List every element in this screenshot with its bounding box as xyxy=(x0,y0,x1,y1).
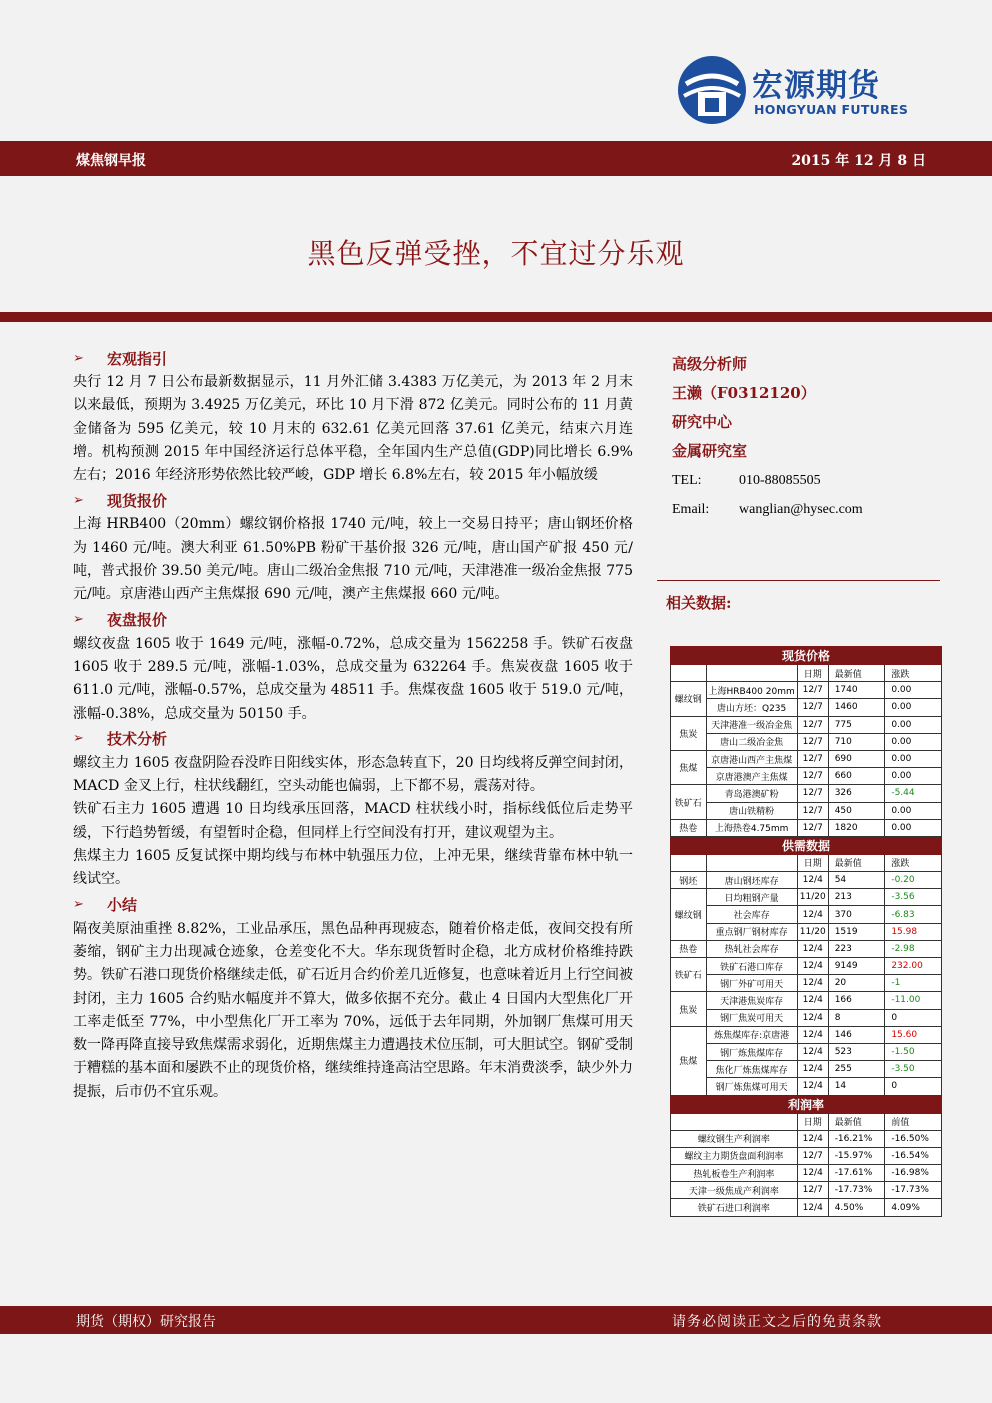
row-indicator: 天津港焦炭库存 xyxy=(706,992,797,1009)
row-indicator: 钢厂炼焦煤可用天 xyxy=(706,1078,797,1095)
footer-report-type: 期货（期权）研究报告 xyxy=(76,1314,216,1330)
row-date: 12/4 xyxy=(797,1061,828,1078)
row-value: 54 xyxy=(828,872,885,889)
row-date: 12/4 xyxy=(797,1026,828,1043)
logo-cn-text: 宏源期货 xyxy=(752,68,880,104)
row-category: 螺纹钢 xyxy=(671,889,707,941)
row-category: 铁矿石 xyxy=(671,958,707,992)
row-indicator: 钢厂外矿可用天 xyxy=(706,975,797,992)
row-value: 710 xyxy=(828,733,885,750)
table-row xyxy=(671,1043,942,1060)
bullet-arrow-icon: ➢ xyxy=(73,897,84,913)
row-value: 690 xyxy=(828,750,885,767)
table-column-header: 日期 最新值 涨跌 xyxy=(671,665,942,682)
market-data-table xyxy=(670,646,942,1217)
row-date: 12/7 xyxy=(797,768,828,785)
row-change: 0 xyxy=(885,1009,942,1026)
section-paragraph: 铁矿石主力 1605 遭遇 10 日均线承压回落，MACD 柱状线小时，指标线低位后走势平缓，下行趋势暂缓，有望暂时企稳，但同样上行空间没有打开，建议观望为主。 xyxy=(73,801,633,841)
section-title: ➢ 小结 xyxy=(73,896,138,915)
logo-emblem-icon xyxy=(676,54,748,126)
table-row xyxy=(671,975,942,992)
row-change: 0.00 xyxy=(885,716,942,733)
row-indicator: 铁矿石港口库存 xyxy=(706,958,797,975)
analyst-role: 高级分析师 xyxy=(672,355,748,373)
row-value: 20 xyxy=(828,975,885,992)
table-section-title: 利润率 xyxy=(671,1095,942,1113)
footer-bar xyxy=(0,1306,992,1334)
row-category: 焦炭 xyxy=(671,992,707,1026)
row-category: 铁矿石 xyxy=(671,785,707,819)
row-value: 1460 xyxy=(828,699,885,716)
row-value: 166 xyxy=(828,992,885,1009)
row-value: 8 xyxy=(828,1009,885,1026)
row-value: 1820 xyxy=(828,819,885,836)
row-date: 12/7 xyxy=(797,682,828,699)
section-title: ➢ 技术分析 xyxy=(73,730,168,749)
table-row xyxy=(671,906,942,923)
analyst-email[interactable]: Email: wanglian@hysec.com xyxy=(672,502,863,517)
row-value: 523 xyxy=(828,1043,885,1060)
table-row xyxy=(671,819,942,836)
report-name: 煤焦钢早报 xyxy=(76,153,146,169)
row-change: 4.09% xyxy=(885,1199,942,1216)
row-change: -5.44 xyxy=(885,785,942,802)
table-row xyxy=(671,1165,942,1182)
row-change: -0.20 xyxy=(885,872,942,889)
row-date: 12/4 xyxy=(797,940,828,957)
row-date: 12/4 xyxy=(797,958,828,975)
row-value: 370 xyxy=(828,906,885,923)
row-value: 660 xyxy=(828,768,885,785)
row-change: 0 xyxy=(885,1078,942,1095)
row-indicator: 上海HRB400 20mm xyxy=(706,682,797,699)
row-change: 15.60 xyxy=(885,1026,942,1043)
report-headline: 黑色反弹受挫，不宜过分乐观 xyxy=(307,237,685,270)
row-date: 12/4 xyxy=(797,1130,828,1147)
report-date: 2015 年 12 月 8 日 xyxy=(791,153,926,169)
table-row xyxy=(671,940,942,957)
row-date: 12/7 xyxy=(797,1147,828,1164)
row-change: 0.00 xyxy=(885,819,942,836)
row-change: 0.00 xyxy=(885,750,942,767)
row-date: 12/7 xyxy=(797,750,828,767)
table-row xyxy=(671,785,942,802)
company-logo xyxy=(676,52,926,128)
row-change: -1.50 xyxy=(885,1043,942,1060)
row-value: -17.61% xyxy=(828,1165,885,1182)
row-change: -1 xyxy=(885,975,942,992)
bullet-arrow-icon: ➢ xyxy=(73,612,84,628)
row-category: 热卷 xyxy=(671,940,707,957)
table-row xyxy=(671,872,942,889)
row-date: 12/4 xyxy=(797,872,828,889)
row-indicator: 唐山铁精粉 xyxy=(706,802,797,819)
row-indicator: 铁矿石进口利润率 xyxy=(671,1199,798,1216)
row-value: 1740 xyxy=(828,682,885,699)
row-value: 1519 xyxy=(828,923,885,940)
row-date: 11/20 xyxy=(797,889,828,906)
table-row xyxy=(671,1199,942,1216)
row-date: 12/4 xyxy=(797,1165,828,1182)
row-indicator: 焦化厂炼焦煤库存 xyxy=(706,1061,797,1078)
row-date: 12/7 xyxy=(797,819,828,836)
row-indicator: 上海热卷4.75mm xyxy=(706,819,797,836)
row-indicator: 钢厂焦炭可用天 xyxy=(706,1009,797,1026)
row-indicator: 炼焦煤库存:京唐港 xyxy=(706,1026,797,1043)
row-change: 0.00 xyxy=(885,802,942,819)
row-date: 12/7 xyxy=(797,699,828,716)
row-date: 12/7 xyxy=(797,716,828,733)
section-paragraph: 焦煤主力 1605 反复试探中期均线与布林中轨强压力位，上冲无果，继续背靠布林中轨一线试空。 xyxy=(73,848,633,888)
bullet-arrow-icon: ➢ xyxy=(73,350,84,366)
table-row xyxy=(671,1182,942,1199)
row-indicator: 热轧社会库存 xyxy=(706,940,797,957)
row-indicator: 社会库存 xyxy=(706,906,797,923)
row-date: 12/4 xyxy=(797,975,828,992)
table-row xyxy=(671,1078,942,1095)
row-change: 232.00 xyxy=(885,958,942,975)
row-value: 450 xyxy=(828,802,885,819)
row-change: -17.73% xyxy=(885,1182,942,1199)
table-section-title: 供需数据 xyxy=(671,836,942,854)
row-indicator: 天津一级焦成产利润率 xyxy=(671,1182,798,1199)
row-category: 螺纹钢 xyxy=(671,682,707,716)
row-value: 775 xyxy=(828,716,885,733)
analyst-info xyxy=(672,350,942,524)
table-row xyxy=(671,1147,942,1164)
row-value: -17.73% xyxy=(828,1182,885,1199)
row-change: -16.50% xyxy=(885,1130,942,1147)
row-change: -16.54% xyxy=(885,1147,942,1164)
table-row xyxy=(671,923,942,940)
table-column-header: 日期 最新值 涨跌 xyxy=(671,854,942,871)
headline-divider xyxy=(0,312,992,322)
table-row xyxy=(671,992,942,1009)
analyst-name: 王濑（F0312120） xyxy=(672,384,816,402)
row-indicator: 螺纹主力期货盘面利润率 xyxy=(671,1147,798,1164)
table-section-title: 现货价格 xyxy=(671,647,942,665)
table-row xyxy=(671,802,942,819)
row-value: 223 xyxy=(828,940,885,957)
row-indicator: 唐山二级冶金焦 xyxy=(706,733,797,750)
analyst-dept: 研究中心 xyxy=(672,413,733,431)
row-date: 12/4 xyxy=(797,992,828,1009)
row-change: -3.50 xyxy=(885,1061,942,1078)
table-row xyxy=(671,1061,942,1078)
row-date: 12/7 xyxy=(797,733,828,750)
row-indicator: 京唐港山西产主焦煤 xyxy=(706,750,797,767)
table-row xyxy=(671,889,942,906)
table-row xyxy=(671,699,942,716)
row-category: 焦煤 xyxy=(671,750,707,784)
row-date: 12/7 xyxy=(797,802,828,819)
row-indicator: 天津港准一级冶金焦 xyxy=(706,716,797,733)
row-indicator: 日均粗钢产量 xyxy=(706,889,797,906)
section-title: ➢ 现货报价 xyxy=(73,491,168,510)
row-indicator: 重点钢厂钢材库存 xyxy=(706,923,797,940)
row-date: 11/20 xyxy=(797,923,828,940)
section-title: ➢ 夜盘报价 xyxy=(73,611,168,630)
row-change: -16.98% xyxy=(885,1165,942,1182)
bullet-arrow-icon: ➢ xyxy=(73,492,84,508)
row-value: 9149 xyxy=(828,958,885,975)
row-date: 12/7 xyxy=(797,785,828,802)
row-value: 14 xyxy=(828,1078,885,1095)
row-date: 12/4 xyxy=(797,906,828,923)
table-row xyxy=(671,716,942,733)
row-value: 213 xyxy=(828,889,885,906)
row-change: 0.00 xyxy=(885,733,942,750)
row-indicator: 钢厂炼焦煤库存 xyxy=(706,1043,797,1060)
row-indicator: 京唐港澳产主焦煤 xyxy=(706,768,797,785)
footer-disclaimer: 请务必阅读正文之后的免责条款 xyxy=(672,1314,882,1330)
section-paragraph: 螺纹主力 1605 夜盘阴险吞没昨日阳线实体，形态急转直下，20 日均线将反弹空间封闭，MACD 金叉上行，柱状线翻红，空头动能也偏弱，上下都不易，震荡对待。 xyxy=(73,754,633,795)
section-paragraph: 隔夜美原油重挫 8.82%，工业品承压，黑色品种再现疲态，随着价格走低，夜间交投有所萎缩，钢矿主力出现减仓迹象，仓差变化不大。华东现货暂时企稳，北方成材价格维持跌势。铁矿石港口现货价格继续走低，矿石近月合约价差几近修复，也意味着近月上行空间被封闭，主力 1605 合约贴水幅度并不算大，做多依据不充分。截止 4 日国内大型焦化厂开工率走低至 77%，中小型焦化厂开工率为 70%，远低于去年同期，外加钢厂焦煤可用天数一降再降直接导致焦煤需求弱化，近期焦煤主力遭遇技术位压制，可大胆试空。钢矿受制于糟糕的基本面和屡跌不止的现货价格，继续维持逢高沽空思路。年末消费淡季，缺少外力提振，后市仍不宜乐观。 xyxy=(73,920,633,1100)
row-value: -15.97% xyxy=(828,1147,885,1164)
row-value: 146 xyxy=(828,1026,885,1043)
analyst-tel: TEL: 010-88085505 xyxy=(672,473,821,488)
table-row xyxy=(671,1009,942,1026)
table-row xyxy=(671,750,942,767)
row-change: 15.98 xyxy=(885,923,942,940)
section-paragraph: 上海 HRB400（20mm）螺纹钢价格报 1740 元/吨，较上一交易日持平；唐山钢坯价格为 1460 元/吨。澳大利亚 61.50%PB 粉矿干基价报 326 元/吨，唐山国产矿报 450 元/吨，普式报价 39.50 美元/吨。唐山二级冶金焦报 710 元/吨，天津港准一级冶金焦报 775 元/吨。京唐港山西产主焦煤报 690 元/吨，澳产主焦煤报 660 元/吨。 xyxy=(73,516,633,603)
related-data-label: 相关数据: xyxy=(666,594,732,612)
row-change: -11.00 xyxy=(885,992,942,1009)
row-date: 12/7 xyxy=(797,1182,828,1199)
row-indicator: 螺纹钢生产利润率 xyxy=(671,1130,798,1147)
section-paragraph: 螺纹夜盘 1605 收于 1649 元/吨，涨幅-0.72%，总成交量为 1562258 手。铁矿石夜盘 1605 收于 289.5 元/吨，涨幅-1.03%，总成交量为 632264 手。焦炭夜盘 1605 收于 611.0 元/吨，涨幅-0.57%，总成交量为 48511 手。焦煤夜盘 1605 收于 519.0 元/吨，涨幅-0.38%，总成交量为 50150 手。 xyxy=(73,635,633,722)
row-category: 钢坯 xyxy=(671,872,707,889)
section-title: ➢ 宏观指引 xyxy=(73,349,168,368)
row-category: 热卷 xyxy=(671,819,707,836)
bullet-arrow-icon: ➢ xyxy=(73,731,84,747)
row-date: 12/4 xyxy=(797,1078,828,1095)
row-category: 焦炭 xyxy=(671,716,707,750)
row-indicator: 热轧板卷生产利润率 xyxy=(671,1165,798,1182)
row-value: 4.50% xyxy=(828,1199,885,1216)
table-row xyxy=(671,768,942,785)
sidebar-divider xyxy=(657,580,940,581)
table-row xyxy=(671,1130,942,1147)
row-date: 12/4 xyxy=(797,1199,828,1216)
row-change: 0.00 xyxy=(885,768,942,785)
row-indicator: 唐山钢坯库存 xyxy=(706,872,797,889)
row-change: -6.83 xyxy=(885,906,942,923)
table-row xyxy=(671,1026,942,1043)
table-row xyxy=(671,958,942,975)
row-category: 焦煤 xyxy=(671,1026,707,1095)
main-content xyxy=(73,345,633,1104)
row-value: 255 xyxy=(828,1061,885,1078)
row-change: 0.00 xyxy=(885,699,942,716)
row-value: 326 xyxy=(828,785,885,802)
row-value: -16.21% xyxy=(828,1130,885,1147)
table-section-header xyxy=(671,647,942,665)
table-section-header xyxy=(671,1095,942,1113)
row-date: 12/4 xyxy=(797,1043,828,1060)
row-change: -3.56 xyxy=(885,889,942,906)
table-row xyxy=(671,682,942,699)
section-paragraph: 央行 12 月 7 日公布最新数据显示，11 月外汇储 3.4383 万亿美元，为 2013 年 2 月末以来最低，预期为 3.4925 万亿美元，环比 10 月下滑 872 亿美元。同时公布的 11 月黄金储备为 595 亿美元，较 10 月末的 632.61 亿美元回落 37.61 亿美元，结束六月连增。机构预测 2015 年中国经济运行总体平稳，全年国内生产总值(GDP)同比增长 6.9%左右；2016 年经济形势依然比较严峻，GDP 增长 6.8%左右，较 2015 年小幅放缓 xyxy=(73,374,633,484)
logo-en-text: HONGYUAN FUTURES xyxy=(754,102,909,117)
report-header-bar xyxy=(0,141,992,176)
table-section-header xyxy=(671,836,942,854)
row-indicator: 青岛港澳矿粉 xyxy=(706,785,797,802)
analyst-subdept: 金属研究室 xyxy=(672,442,748,460)
row-change: 0.00 xyxy=(885,682,942,699)
table-row xyxy=(671,733,942,750)
row-change: -2.98 xyxy=(885,940,942,957)
row-indicator: 唐山方坯：Q235 xyxy=(706,699,797,716)
row-date: 12/4 xyxy=(797,1009,828,1026)
table-column-header: 日期 最新值 前值 xyxy=(671,1113,942,1130)
